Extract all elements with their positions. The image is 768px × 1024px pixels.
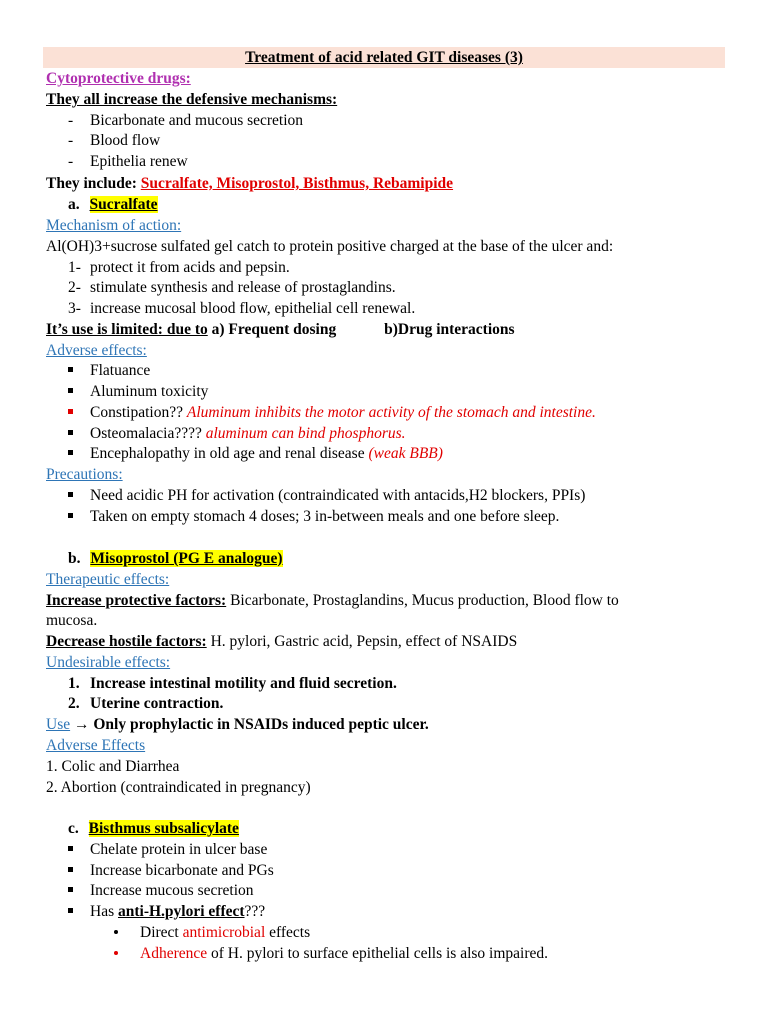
bisthmus-text: Chelate protein in ulcer base xyxy=(90,841,268,858)
bullet-icon xyxy=(114,951,118,955)
has-bold: anti-H.pylori effect xyxy=(117,903,245,920)
bullet-icon xyxy=(68,867,73,872)
sub-text: effects xyxy=(269,924,311,941)
precaution-item xyxy=(46,486,585,506)
moa-item xyxy=(68,299,415,319)
sub-text: Direct xyxy=(140,924,179,941)
bullet-icon xyxy=(68,908,73,913)
bullet-icon xyxy=(68,409,73,414)
cyto-item-text: Epithelia renew xyxy=(90,153,188,170)
adverse-heading-text: Adverse effects: xyxy=(46,342,147,359)
cyto-intro xyxy=(46,90,337,110)
precaution-item xyxy=(46,507,559,527)
cyto-item: - Bicarbonate and mucous secretion xyxy=(68,112,304,129)
increase-text: Bicarbonate, Prostaglandins, Mucus production, Blood flow to xyxy=(230,592,619,609)
adverse-item xyxy=(46,361,150,381)
sucralfate-heading xyxy=(68,195,158,215)
adverse2-item: 1. Colic and Diarrhea xyxy=(46,758,180,775)
section-marker: c. xyxy=(68,820,79,837)
decrease-text: H. pylori, Gastric acid, Pepsin, effect of NSAIDS xyxy=(210,633,518,650)
moa-item xyxy=(68,258,290,278)
bullet-icon xyxy=(68,846,73,851)
adverse-note: aluminum can bind phosphorus. xyxy=(205,425,406,442)
use-text: Only prophylactic in NSAIDs induced peptic ulcer. xyxy=(93,716,429,733)
page-title: Treatment of acid related GIT diseases (3) xyxy=(245,49,523,66)
moa-heading-text: Mechanism of action: xyxy=(46,217,182,234)
bullet-icon xyxy=(68,887,73,892)
moa-item-text: stimulate synthesis and release of prostaglandins. xyxy=(90,279,396,296)
cyto-item: - Blood flow xyxy=(68,132,161,149)
therapeutic-heading xyxy=(46,570,169,590)
misoprostol-name: Misoprostol (PG E analogue) xyxy=(90,550,283,567)
undesirable-item xyxy=(68,694,223,714)
bisthmus-item xyxy=(46,861,274,881)
undesirable-text: Increase intestinal motility and fluid secretion. xyxy=(90,675,397,692)
bullet-icon xyxy=(68,388,73,393)
moa-heading xyxy=(46,216,181,236)
bisthmus-text: Increase bicarbonate and PGs xyxy=(90,862,274,879)
bisthmus-item xyxy=(46,902,265,922)
undesirable-heading-text: Undesirable effects: xyxy=(46,654,171,671)
moa-num: 3- xyxy=(68,300,81,317)
cyto-include xyxy=(46,174,453,194)
has-tail: ??? xyxy=(244,903,266,920)
bullet-icon xyxy=(68,367,73,372)
precaution-text: Taken on empty stomach 4 doses; 3 in-between meals and one before sleep. xyxy=(90,508,560,525)
undesirable-item xyxy=(68,674,397,694)
cyto-item: - Epithelia renew xyxy=(68,153,188,170)
adverse-heading xyxy=(46,341,147,361)
sucralfate-name: Sucralfate xyxy=(89,196,158,213)
undesirable-text: Uterine contraction. xyxy=(90,695,224,712)
adverse-text: Flatuance xyxy=(90,362,151,379)
adverse-text: Constipation?? xyxy=(90,404,183,421)
bullet-icon xyxy=(68,492,73,497)
moa-item-text: increase mucosal blood flow, epithelial cell renewal. xyxy=(90,300,416,317)
misoprostol-heading xyxy=(68,549,283,569)
has-label: Has xyxy=(90,903,115,920)
moa-num: 1- xyxy=(68,259,81,276)
include-drugs: Sucralfate, Misoprostol, Bisthmus, Rebamipide xyxy=(140,175,454,192)
cyto-item-text: Blood flow xyxy=(90,132,161,149)
bisthmus-text: Increase mucous secretion xyxy=(90,882,254,899)
increase-line xyxy=(46,591,619,611)
moa-text: Al(OH)3+sucrose sulfated gel catch to protein positive charged at the base of the ulcer and: xyxy=(46,238,614,255)
bisthmus-name: Bisthmus subsalicylate xyxy=(88,820,239,837)
bisthmus-heading xyxy=(68,819,239,839)
use-line xyxy=(46,715,429,735)
cyto-intro-text: They all increase the defensive mechanisms: xyxy=(46,91,338,108)
sub-item xyxy=(46,944,548,964)
adverse-item xyxy=(46,424,406,444)
cyto-item-text: Bicarbonate and mucous secretion xyxy=(90,112,304,129)
moa-item-text: protect it from acids and pepsin. xyxy=(90,259,290,276)
bisthmus-item xyxy=(46,881,254,901)
adverse-note: (weak BBB) xyxy=(368,445,443,462)
limit-b: b)Drug interactions xyxy=(384,321,515,338)
section-marker: b. xyxy=(68,550,81,567)
adverse-item xyxy=(46,382,208,402)
adverse-text: Osteomalacia???? xyxy=(90,425,202,442)
use-label: Use xyxy=(46,716,71,733)
precaution-text: Need acidic PH for activation (contraindicated with antacids,H2 blockers, PPIs) xyxy=(90,487,586,504)
sub-red: antimicrobial xyxy=(182,924,266,941)
adverse-item xyxy=(46,444,443,464)
limit-label: It’s use is limited: due to xyxy=(46,321,208,338)
section-marker: a. xyxy=(68,196,80,213)
precautions-heading-text: Precautions: xyxy=(46,466,123,483)
increase-line-cont: mucosa. xyxy=(46,612,98,629)
bisthmus-item xyxy=(46,840,267,860)
increase-label: Increase protective factors: xyxy=(46,592,227,609)
sub-red: Adherence xyxy=(140,945,208,962)
undesirable-num: 1. xyxy=(68,675,80,692)
therapeutic-heading-text: Therapeutic effects: xyxy=(46,571,170,588)
moa-item xyxy=(68,278,396,298)
decrease-line xyxy=(46,632,517,652)
undesirable-heading xyxy=(46,653,170,673)
limit-line xyxy=(46,320,515,340)
adverse-item xyxy=(46,403,596,423)
adverse-note: Aluminum inhibits the motor activity of the stomach and intestine. xyxy=(186,404,596,421)
adverse2-heading xyxy=(46,736,145,756)
moa-num: 2- xyxy=(68,279,81,296)
precautions-heading xyxy=(46,465,123,485)
decrease-label: Decrease hostile factors: xyxy=(46,633,207,650)
bullet-icon xyxy=(68,450,73,455)
bullet-icon xyxy=(68,513,73,518)
include-label: They include: xyxy=(46,175,137,192)
bullet-icon xyxy=(68,430,73,435)
undesirable-num: 2. xyxy=(68,695,80,712)
adverse-text: Aluminum toxicity xyxy=(90,383,209,400)
sub-item xyxy=(46,923,310,943)
sub-text: of H. pylori to surface epithelial cells is also impaired. xyxy=(211,945,549,962)
bullet-icon xyxy=(114,930,118,934)
cyto-heading xyxy=(46,69,191,89)
adverse-text: Encephalopathy in old age and renal disease xyxy=(90,445,365,462)
arrow-right-icon: → xyxy=(73,716,90,733)
adverse2-heading-text: Adverse Effects xyxy=(46,737,146,754)
adverse2-item: 2. Abortion (contraindicated in pregnancy) xyxy=(46,779,311,796)
limit-a: a) Frequent dosing xyxy=(211,321,337,338)
cyto-heading-text: Cytoprotective drugs: xyxy=(46,70,191,87)
